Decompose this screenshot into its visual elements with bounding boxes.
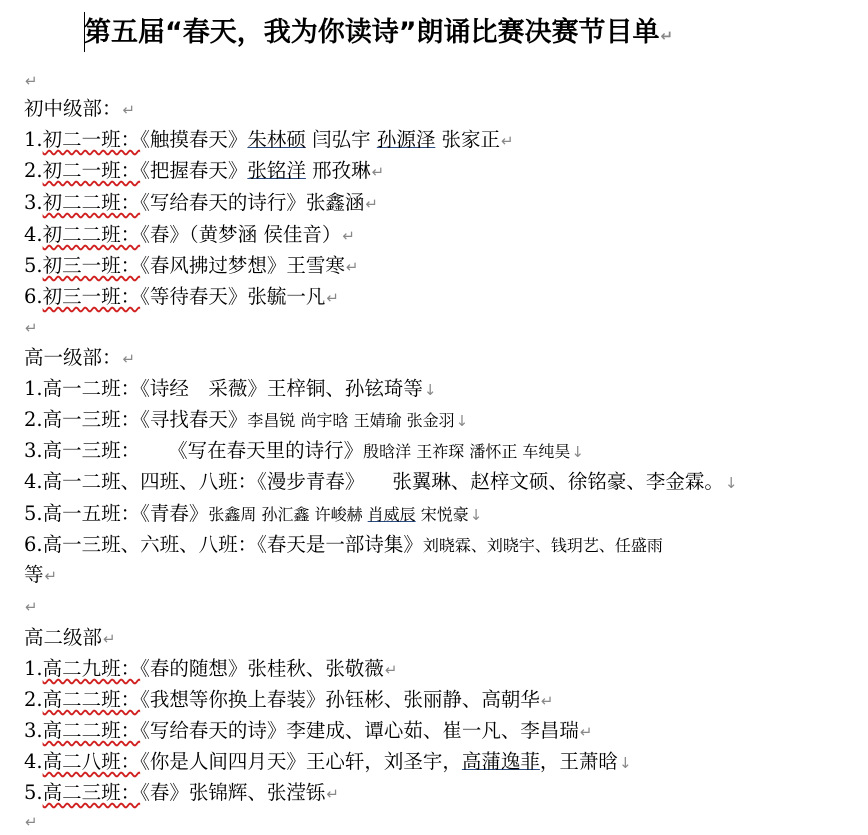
list-item[interactable]: 2.高一三班：《寻找春天》李昌锐 尚宇晗 王婧瑜 张金羽↓ [24, 408, 469, 431]
empty-paragraph[interactable]: ↵ [25, 72, 38, 90]
list-item[interactable]: 3.高一三班： 《写在春天里的诗行》殷晗洋 王祚琛 潘怀正 车纯昊↓ [24, 439, 584, 462]
list-item[interactable]: 5.高二三班：《春》张锦辉、张滢铄↵ [24, 781, 339, 804]
list-item[interactable]: 1.高二九班：《春的随想》张桂秋、张敬薇↵ [24, 657, 398, 680]
senior2-heading[interactable]: 高二级部↵ [24, 626, 116, 649]
list-item[interactable]: 6.初三一班：《等待春天》张毓一凡↵ [24, 285, 339, 308]
document-title[interactable]: 第五届“春天，我为你读诗”朗诵比赛决赛节目单↵ [84, 17, 674, 48]
list-item-continuation[interactable]: 等↵ [24, 563, 58, 586]
list-item[interactable]: 5.高一五班：《青春》张鑫周 孙汇鑫 许峻赫 肖威辰 宋悦豪↓ [24, 502, 483, 525]
list-item[interactable]: 1.高一二班：《诗经 采薇》王梓铜、孙铉琦等↓ [24, 377, 437, 400]
list-item[interactable]: 2.高二二班：《我想等你换上春装》孙钰彬、张丽静、高朝华↵ [24, 688, 554, 711]
empty-paragraph[interactable]: ↵ [25, 319, 38, 337]
list-item[interactable]: 5.初三一班：《春风拂过梦想》王雪寒↵ [24, 254, 359, 277]
empty-paragraph[interactable]: ↵ [25, 598, 38, 616]
list-item[interactable]: 4.高二八班：《你是人间四月天》王心轩，刘圣宇，高蒲逸菲，王萧晗↓ [24, 750, 632, 773]
list-item[interactable]: 4.初二二班：《春》（黄梦涵 侯佳音）↵ [24, 223, 355, 246]
list-item[interactable]: 4.高一二班、四班、八班：《漫步青春》 张翼琳、赵梓文硕、徐铭豪、李金霖。↓ [24, 470, 738, 493]
empty-paragraph[interactable]: ↵ [25, 813, 38, 831]
list-item[interactable]: 6.高一三班、六班、八班：《春天是一部诗集》刘晓霖、刘晓宇、钱玥艺、任盛雨 [24, 533, 663, 556]
senior1-heading[interactable]: 高一级部：↵ [24, 346, 136, 369]
junior-heading[interactable]: 初中级部：↵ [24, 97, 136, 120]
list-item[interactable]: 1.初二一班：《触摸春天》朱林硕 闫弘宇 孙源泽 张家正↵ [24, 128, 514, 151]
list-item[interactable]: 3.初二二班：《写给春天的诗行》张鑫涵↵ [24, 191, 378, 214]
list-item[interactable]: 2.初二一班：《把握春天》张铭洋 邢孜琳↵ [24, 159, 385, 182]
list-item[interactable]: 3.高二二班：《写给春天的诗》李建成、谭心茹、崔一凡、李昌瑞↵ [24, 719, 593, 742]
